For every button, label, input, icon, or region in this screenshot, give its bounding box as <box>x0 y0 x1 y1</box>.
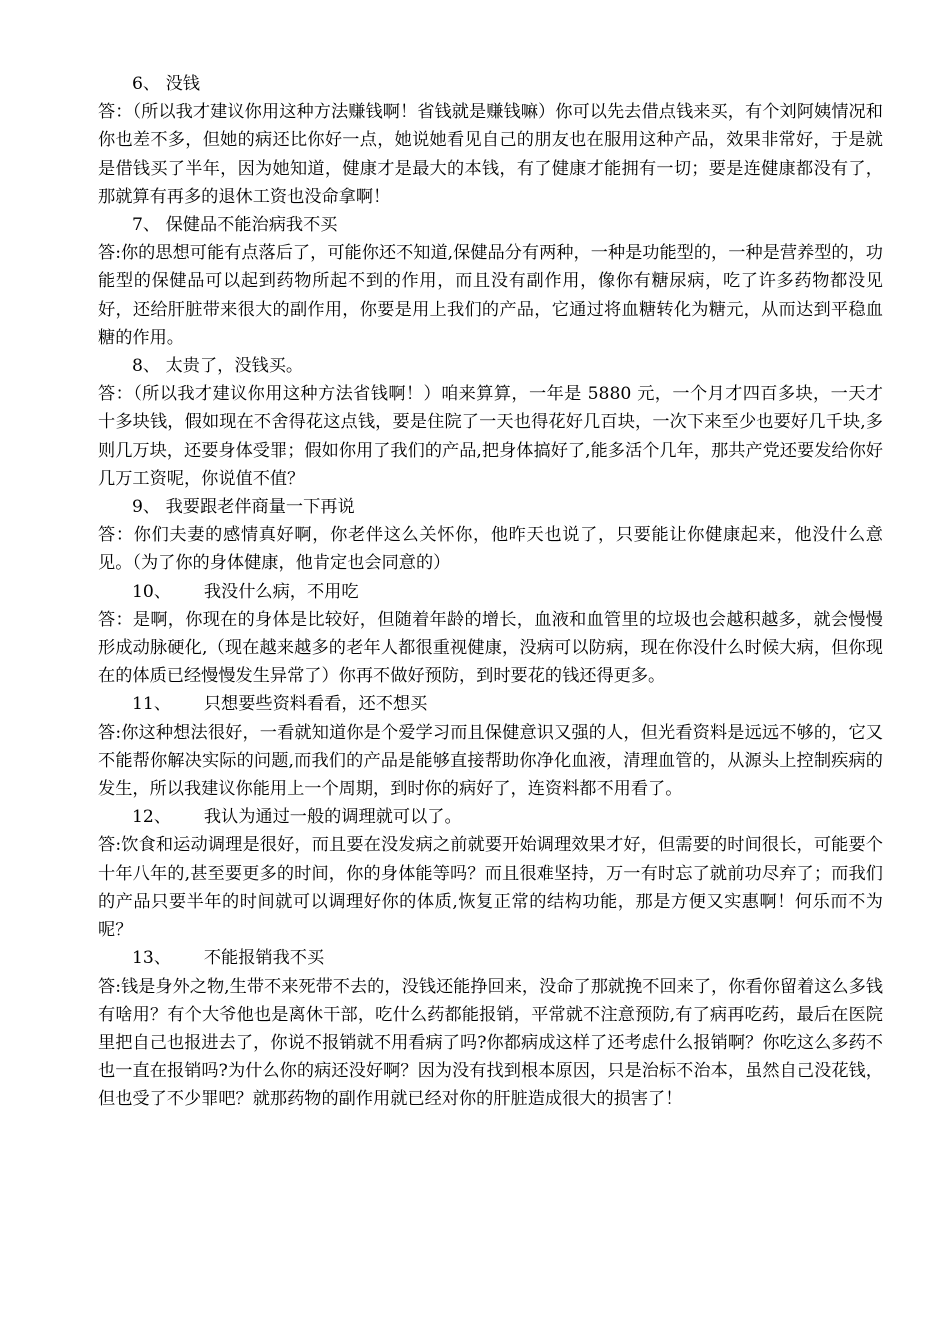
document-body <box>98 70 883 1114</box>
qa-item-10 <box>98 578 883 691</box>
qa-item-12 <box>98 803 883 944</box>
question-line <box>98 493 883 521</box>
question-number: 8、 <box>132 356 161 377</box>
answer-text: 答：你们夫妻的感情真好啊，你老伴这么关怀你，他昨天也说了，只要能让你健康起来，他没什么意见。（为了你的身体健康，他肯定也会同意的） <box>98 525 883 574</box>
question-gap <box>171 807 204 827</box>
question-text: 不能报销我不买 <box>203 948 325 969</box>
question-number: 6、 <box>132 74 161 94</box>
question-line <box>98 690 883 718</box>
question-text: 太贵了，没钱买。 <box>165 356 304 377</box>
question-gap <box>171 694 204 714</box>
question-text: 我要跟老伴商量一下再说 <box>165 497 355 518</box>
question-line <box>98 944 883 972</box>
question-line <box>98 70 883 98</box>
question-number: 9、 <box>132 497 161 518</box>
question-text: 我没什么病，不用吃 <box>203 581 359 602</box>
question-line <box>98 352 883 380</box>
question-gap <box>171 582 204 602</box>
qa-item-6 <box>98 70 883 211</box>
question-text: 我认为通过一般的调理就可以了。 <box>203 807 462 828</box>
qa-item-7 <box>98 211 883 352</box>
answer-text: 答：（所以我才建议你用这种方法赚钱啊！省钱就是赚钱嘛）你可以先去借点钱来买，有个刘阿姨情况和你也差不多，但她的病还比你好一点，她说她看见自己的朋友也在服用这种产品，效果非常好，于是就是借钱买了半年，因为她知道，健康才是最大的本钱，有了健康才能拥有一切；要是连健康都没有了，那就算有再多的退休工资也没命拿啊！ <box>98 102 883 207</box>
question-number: 11、 <box>132 694 172 715</box>
question-text: 只想要些资料看看，还不想买 <box>203 694 428 715</box>
qa-item-11 <box>98 690 883 803</box>
question-number: 13、 <box>132 948 172 969</box>
answer-text: 答：（所以我才建议你用这种方法省钱啊！）咱来算算，一年是 5880 元，一个月才四百多块，一天才十多块钱，假如现在不舍得花这点钱，要是住院了一天也得花好几百块，一次下来至少也要好几千块,多则几万块，还要身体受罪；假如你用了我们的产品,把身体搞好了,能多活个几年，那共产党还要发给你好几万工资呢，你说值不值？ <box>98 384 883 489</box>
answer-text: 答：是啊，你现在的身体是比较好，但随着年龄的增长，血液和血管里的垃圾也会越积越多，就会慢慢形成动脉硬化,（现在越来越多的老年人都很重视健康，没病可以防病，现在你没什么时候大病，但你现在的体质已经慢慢发生异常了）你再不做好预防，到时要花的钱还得更多。 <box>98 609 883 687</box>
answer-text: 答:饮食和运动调理是很好，而且要在没发病之前就要开始调理效果才好，但需要的时间很长，可能要个十年八年的,甚至要更多的时间，你的身体能等吗？而且很难坚持，万一有时忘了就前功尽弃了；而我们的产品只要半年的时间就可以调理好你的体质,恢复正常的结构功能，那是方便又实惠啊！何乐而不为呢？ <box>98 835 883 941</box>
qa-item-13 <box>98 944 883 1113</box>
answer-text: 答:你的思想可能有点落后了，可能你还不知道,保健品分有两种，一种是功能型的，一种是营养型的，功能型的保健品可以起到药物所起不到的作用，而且没有副作用，像你有糖尿病，吃了许多药物都没见好，还给肝脏带来很大的副作用，你要是用上我们的产品，它通过将血糖转化为糖元，从而达到平稳血糖的作用。 <box>98 243 883 348</box>
question-text: 保健品不能治病我不买 <box>165 215 338 236</box>
question-line <box>98 578 883 606</box>
question-text: 没钱 <box>165 74 200 94</box>
question-number: 12、 <box>132 807 172 828</box>
question-gap <box>171 948 204 968</box>
answer-text: 答:钱是身外之物,生带不来死带不去的，没钱还能挣回来，没命了那就挽不回来了，你看你留着这么多钱有啥用？有个大爷他也是离休干部，吃什么药都能报销，平常就不注意预防,有了病再吃药，最后在医院里把自己也报进去了，你说不报销就不用看病了吗?你都病成这样了还考虑什么报销啊？你吃这么多药不也一直在报销吗?为什么你的病还没好啊？因为没有找到根本原因，只是治标不治本，虽然自己没花钱，但也受了不少罪吧？就那药物的副作用就已经对你的肝脏造成很大的损害了！ <box>98 976 883 1110</box>
qa-item-8 <box>98 352 883 493</box>
question-line <box>98 211 883 239</box>
question-number: 10、 <box>132 581 172 602</box>
answer-text: 答:你这种想法很好，一看就知道你是个爱学习而且保健意识又强的人，但光看资料是远远不够的，它又不能帮你解决实际的问题,而我们的产品是能够直接帮助你净化血液，清理血管的，从源头上控制疾病的发生，所以我建议你能用上一个周期，到时你的病好了，连资料都不用看了。 <box>98 722 883 800</box>
qa-item-9 <box>98 493 883 578</box>
question-line <box>98 803 883 831</box>
question-number: 7、 <box>132 215 161 236</box>
